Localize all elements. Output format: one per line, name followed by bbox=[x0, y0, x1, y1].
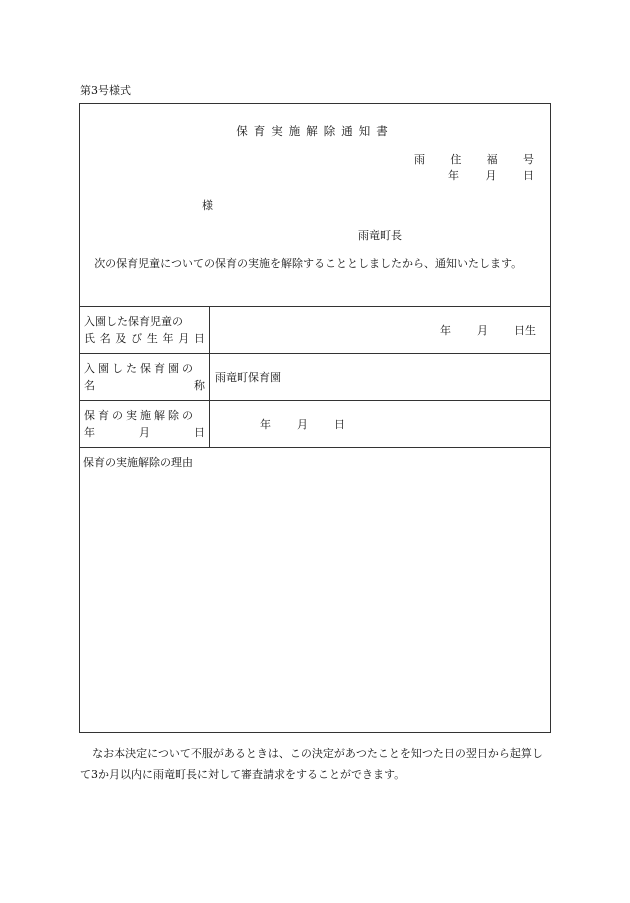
notice-frame bbox=[79, 103, 551, 733]
label-char: 日 bbox=[194, 426, 205, 439]
nursery-label-line1: 入園した保育園の bbox=[84, 362, 196, 375]
label-char: 月 bbox=[178, 332, 190, 345]
doc-number-part: 号 bbox=[522, 153, 534, 166]
document-title: 保育実施解除通知書 bbox=[236, 124, 394, 138]
release-year: 年 bbox=[260, 418, 271, 431]
doc-date-month: 月 bbox=[485, 169, 497, 182]
release-date-value-cell bbox=[210, 401, 551, 448]
notice-body-text: 次の保育児童についての保育の実施を解除することとしましたから、通知いたします。 bbox=[94, 257, 523, 270]
label-char: 名 bbox=[84, 379, 95, 392]
release-label-line1: 保育の実施解除の bbox=[84, 409, 196, 422]
label-char: 及 bbox=[115, 332, 127, 345]
label-char: 月 bbox=[139, 426, 150, 439]
birth-month: 月 bbox=[477, 324, 488, 337]
doc-number-part: 雨 bbox=[414, 153, 425, 166]
appeal-notice: なお本決定について不服があるときは、この決定があつたことを知つた日の翌日から起算して3か月以内に雨竜町長に対して審査請求をすることができます。 bbox=[80, 747, 543, 781]
doc-date-year: 年 bbox=[448, 169, 459, 182]
label-char: 氏 bbox=[84, 332, 95, 345]
label-char: び bbox=[131, 332, 143, 345]
nursery-label-line2 bbox=[84, 377, 209, 394]
document-date bbox=[448, 167, 534, 183]
reason-label: 保育の実施解除の理由 bbox=[83, 456, 193, 469]
doc-number-part: 福 bbox=[486, 153, 498, 166]
label-char: 生 bbox=[146, 332, 158, 345]
label-char: 年 bbox=[162, 332, 174, 345]
birth-year: 年 bbox=[440, 324, 451, 337]
label-char: 称 bbox=[194, 379, 205, 392]
table-row bbox=[80, 354, 551, 401]
recipient-line: 様 bbox=[202, 199, 213, 212]
table-row bbox=[80, 401, 551, 448]
doc-date-day: 日 bbox=[523, 169, 534, 182]
document-number bbox=[414, 151, 534, 167]
details-table bbox=[79, 306, 551, 448]
doc-number-part: 住 bbox=[450, 153, 462, 166]
child-label-line1: 入園した保育児童の bbox=[84, 315, 183, 328]
release-date-label-cell bbox=[80, 401, 210, 448]
child-value-cell bbox=[210, 307, 551, 354]
release-day: 日 bbox=[334, 418, 345, 431]
issuer-name: 雨竜町長 bbox=[358, 229, 402, 242]
nursery-label-cell bbox=[80, 354, 210, 401]
form-number: 第3号様式 bbox=[80, 84, 131, 97]
nursery-value-cell: 雨竜町保育園 bbox=[210, 354, 551, 401]
birth-date bbox=[210, 322, 550, 338]
release-month: 月 bbox=[297, 418, 308, 431]
table-row bbox=[80, 307, 551, 354]
label-char: 年 bbox=[84, 426, 95, 439]
child-label-cell bbox=[80, 307, 210, 354]
label-char: 日 bbox=[193, 332, 205, 345]
birth-day: 日生 bbox=[514, 324, 536, 337]
release-label-line2 bbox=[84, 424, 209, 441]
child-label-line2 bbox=[84, 330, 209, 347]
label-char: 名 bbox=[99, 332, 111, 345]
release-date bbox=[210, 416, 550, 432]
